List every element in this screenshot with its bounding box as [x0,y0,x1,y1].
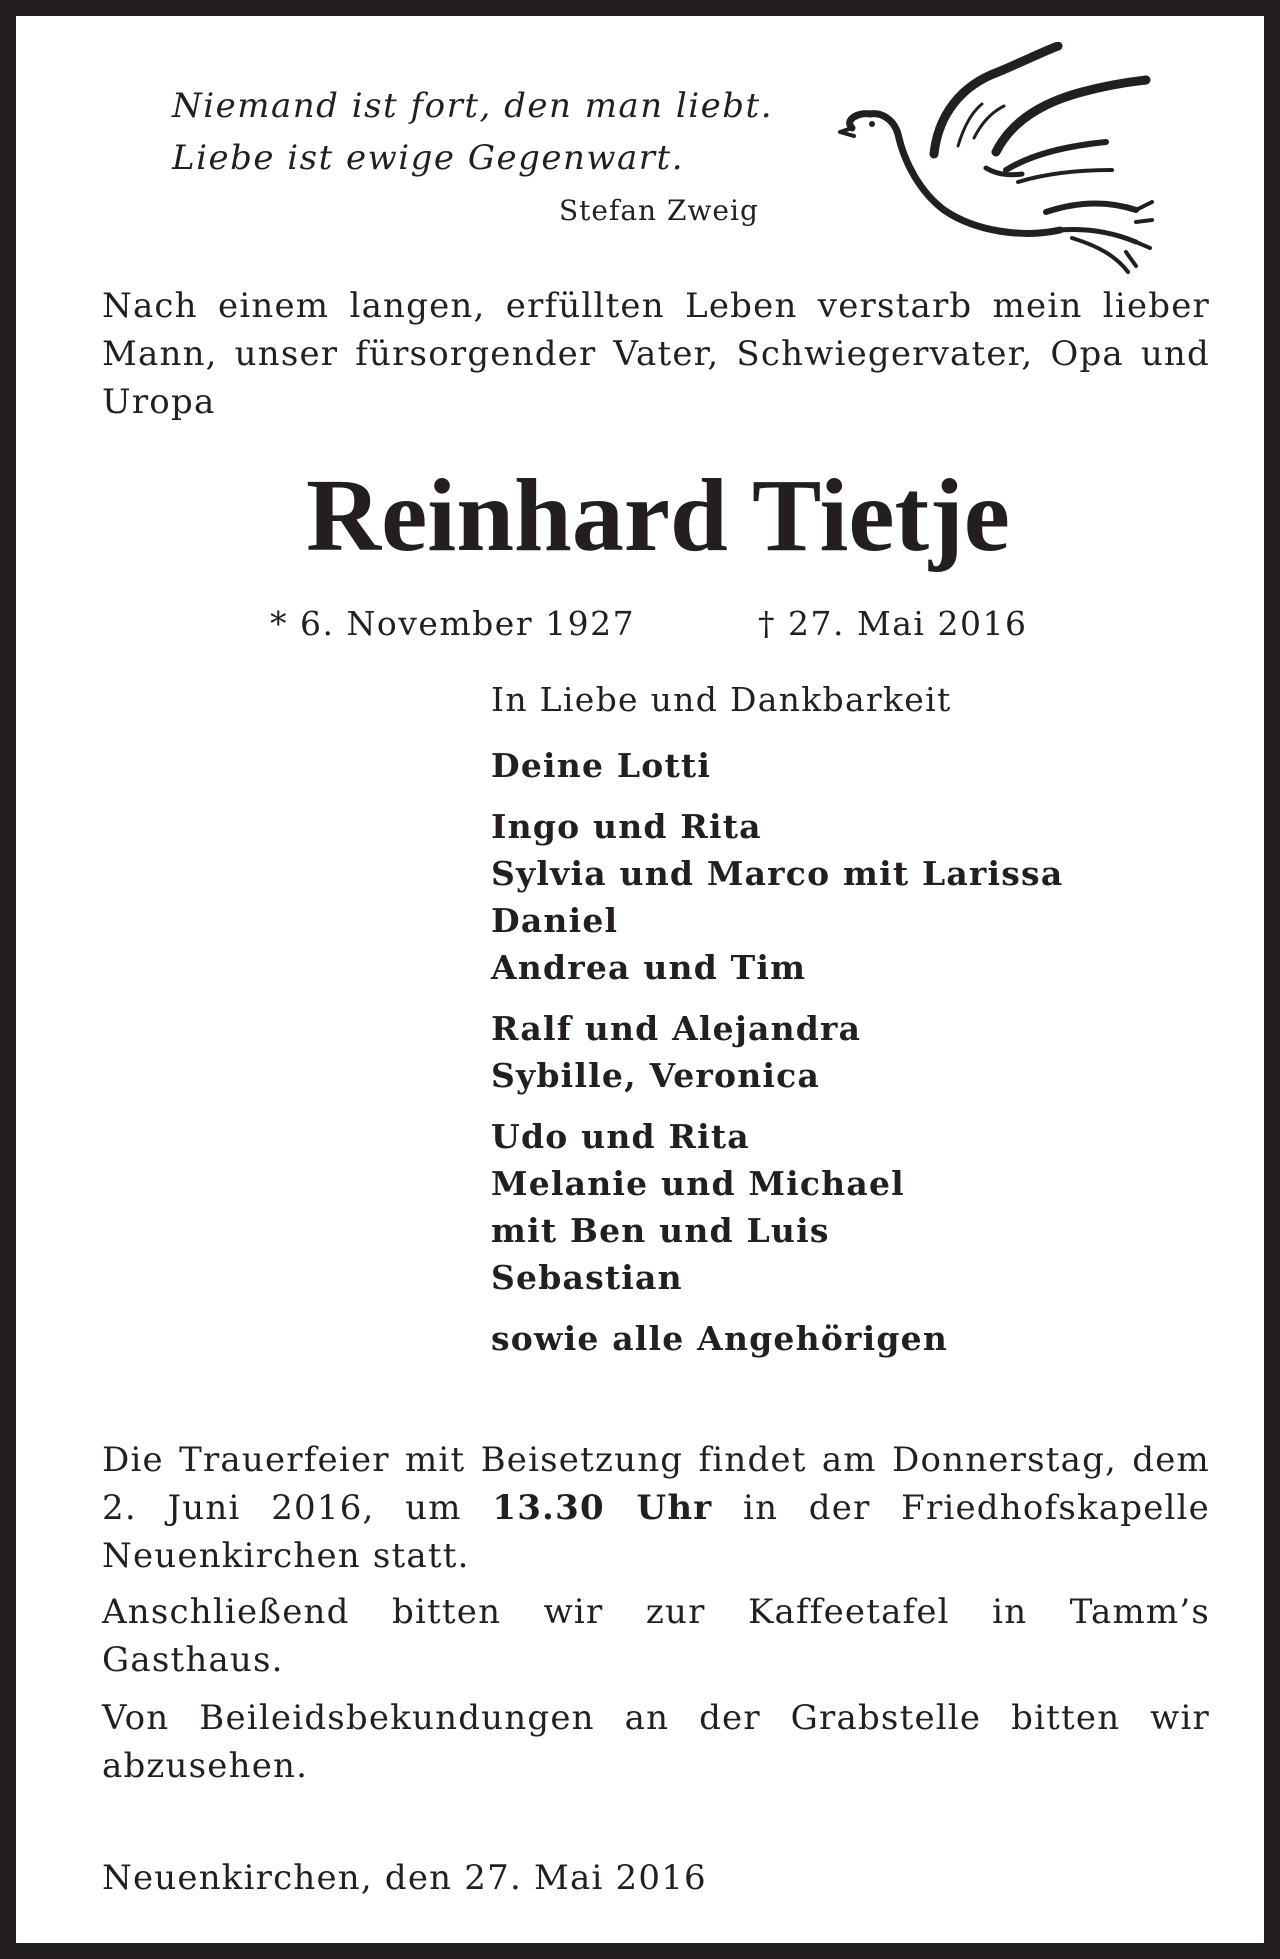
mourner-name: sowie alle Angehörigen [491,1319,949,1358]
condolences-paragraph: Von Beileidsbekundungen an der Grabstelle bitten wir abzusehen. [102,1698,1210,1786]
quote-block [172,80,812,184]
mourner-name: mit Ben und Luis [491,1211,830,1250]
mourner-name: Sybille, Veronica [491,1056,821,1095]
mourner-name: Sebastian [491,1258,683,1297]
death-date: † 27. Mai 2016 [758,604,1028,643]
mourner-name: Ingo und Rita [491,807,762,846]
mourner-name: Deine Lotti [491,746,712,785]
mourner-name: Udo und Rita [491,1117,750,1156]
ceremony-time: 13.30 Uhr [492,1488,713,1528]
deceased-name: Reinhard Tietje [306,458,1010,573]
thanks-line: In Liebe und Dankbarkeit [491,680,952,719]
quote-line: Liebe ist ewige Gegenwart. [172,138,685,178]
ceremony-paragraph [102,1436,1210,1580]
quote-author: Stefan Zweig [559,194,759,227]
mourner-name: Andrea und Tim [491,948,807,987]
mourners-block [491,676,1191,1376]
mourner-group [491,803,1191,991]
mourner-name: Sylvia und Marco mit Larissa [491,854,1064,893]
mourner-name: Ralf und Alejandra [491,1009,862,1048]
birth-date: * 6. November 1927 [270,604,636,643]
ceremony-text: Die Trauerfeier mit Beisetzung findet am Donnerstag, dem 2. Juni 2016, um [102,1440,1210,1528]
dove-icon [836,42,1156,282]
mourner-group [491,1113,1191,1301]
intro-text: Nach einem langen, erfüllten Leben verstarb mein lieber Mann, unser fürsorgender Vater, Schwiegervater, Opa und Uropa [102,286,1210,422]
reception-paragraph: Anschließend bitten wir zur Kaffeetafel in Tamm’s Gasthaus. [102,1592,1210,1680]
mourner-group [491,1315,1191,1362]
mourner-name: Melanie und Michael [491,1164,905,1203]
mourner-name: Daniel [491,901,619,940]
mourner-group [491,742,1191,789]
mourner-group [491,1005,1191,1099]
quote-line: Niemand ist fort, den man liebt. [172,86,774,126]
ceremony-text: in der Friedhofskapelle Neuenkirchen statt. [102,1488,1210,1576]
place-date-line: Neuenkirchen, den 27. Mai 2016 [102,1858,707,1898]
